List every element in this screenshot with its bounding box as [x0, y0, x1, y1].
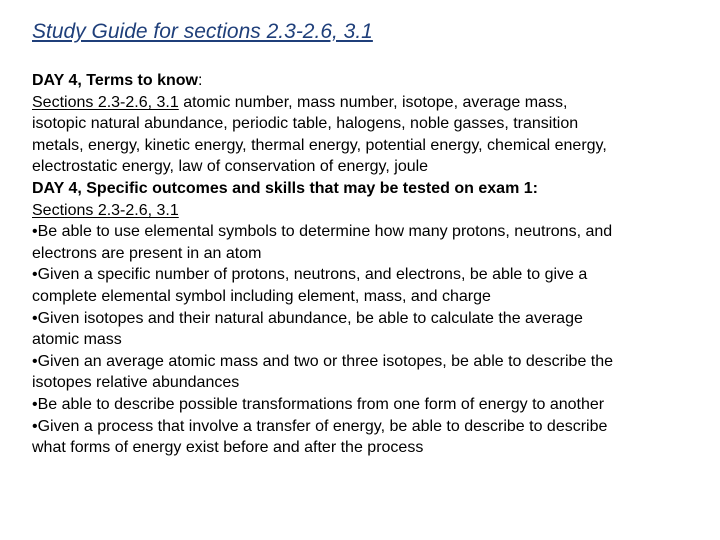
bullet-1-line-1: •Be able to use elemental symbols to determine how many protons, neutrons, and	[32, 223, 613, 241]
terms-line-2: isotopic natural abundance, periodic table, halogens, noble gasses, transition	[32, 115, 579, 133]
bullet-4-line-1: •Given an average atomic mass and two or three isotopes, be able to describe the	[32, 352, 614, 370]
terms-line-4: electrostatic energy, law of conservation of energy, joule	[32, 158, 429, 176]
outcomes-heading: DAY 4, Specific outcomes and skills that may be tested on exam 1:	[32, 179, 538, 197]
terms-line-1	[32, 92, 692, 114]
terms-line-3: metals, energy, kinetic energy, thermal energy, potential energy, chemical energy,	[32, 136, 607, 154]
terms-line-1-rest: atomic number, mass number, isotope, average mass,	[178, 93, 568, 111]
outcomes-sections-ref: Sections 2.3-2.6, 3.1	[32, 201, 179, 219]
bullet-6-line-1: •Given a process that involve a transfer of energy, be able to describe to describe	[32, 417, 608, 435]
bullet-3-line-2: atomic mass	[32, 331, 122, 349]
bullet-6-line-2: what forms of energy exist before and after the process	[32, 439, 424, 457]
terms-heading-line	[32, 70, 692, 92]
bullet-1-line-2: electrons are present in an atom	[32, 244, 262, 262]
terms-heading-colon: :	[197, 72, 203, 89]
terms-heading: DAY 4, Terms to know	[32, 72, 198, 89]
terms-sections-ref: Sections 2.3-2.6, 3.1	[32, 93, 179, 111]
bullet-5-line-1: •Be able to describe possible transformations from one form of energy to another	[32, 395, 605, 413]
bullet-4-line-2: isotopes relative abundances	[32, 374, 240, 392]
study-guide-body	[32, 70, 692, 459]
page-title: Study Guide for sections 2.3-2.6, 3.1	[32, 20, 373, 43]
bullet-2-line-2: complete elemental symbol including element, mass, and charge	[32, 287, 491, 305]
bullet-2-line-1: •Given a specific number of protons, neutrons, and electrons, be able to give a	[32, 266, 588, 284]
bullet-3-line-1: •Given isotopes and their natural abundance, be able to calculate the average	[32, 309, 583, 327]
